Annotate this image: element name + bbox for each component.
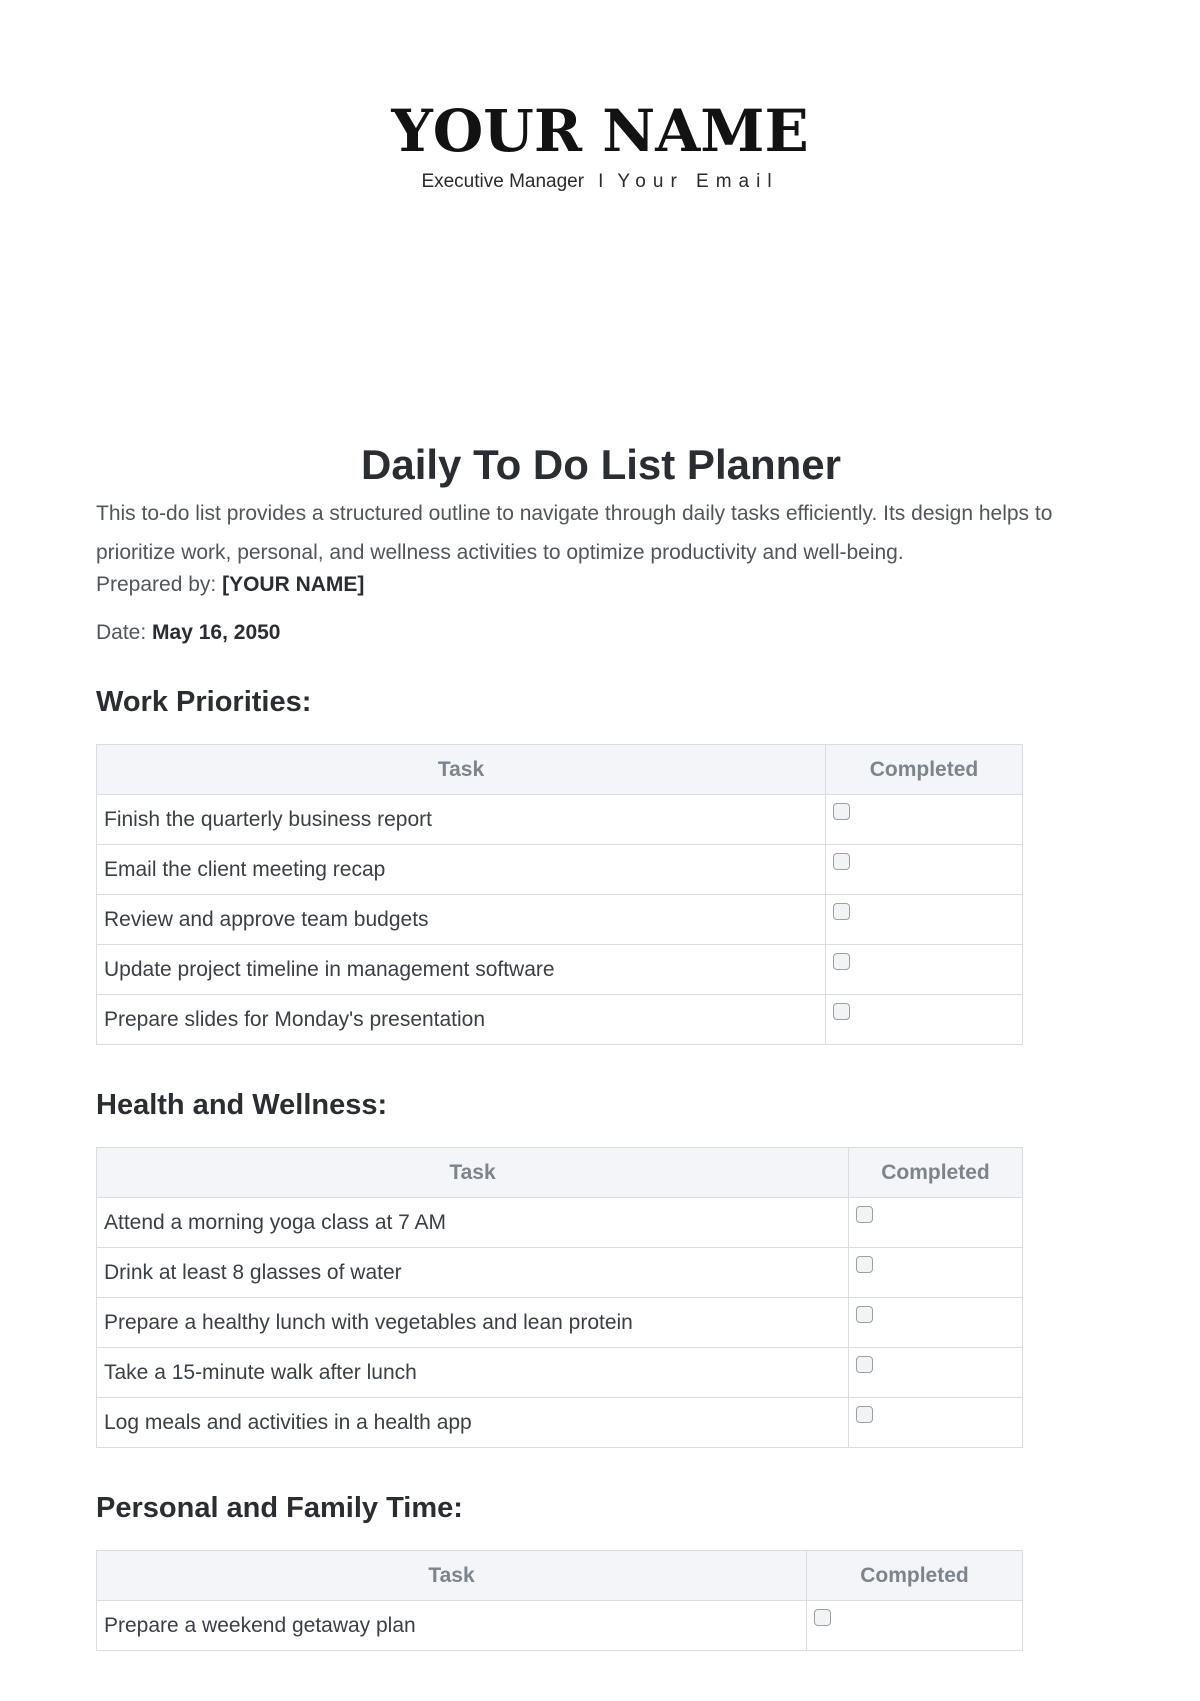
completed-checkbox[interactable] [833, 903, 850, 920]
personal-tasks-table [96, 1550, 1023, 1651]
table-row [97, 1601, 1023, 1651]
prepared-by-label: Prepared by: [96, 573, 217, 596]
completed-checkbox[interactable] [856, 1406, 873, 1423]
task-cell: Drink at least 8 glasses of water [97, 1248, 849, 1298]
section-title-personal: Personal and Family Time: [96, 1492, 463, 1524]
letterhead [0, 96, 1200, 194]
completed-cell [826, 895, 1023, 945]
table-header-row [97, 1148, 1023, 1198]
table-row [97, 1348, 1023, 1398]
table-header-row [97, 745, 1023, 795]
completed-cell [849, 1298, 1023, 1348]
table-row [97, 1248, 1023, 1298]
column-header-task: Task [97, 1551, 807, 1601]
subtitle-separator: I [598, 171, 604, 192]
document-body [96, 440, 1106, 1651]
completed-cell [849, 1198, 1023, 1248]
table-row [97, 895, 1023, 945]
completed-checkbox[interactable] [856, 1206, 873, 1223]
table-header-row [97, 1551, 1023, 1601]
author-role: Executive Manager [421, 171, 585, 192]
completed-checkbox[interactable] [833, 853, 850, 870]
completed-checkbox[interactable] [833, 1003, 850, 1020]
table-row [97, 1198, 1023, 1248]
column-header-completed: Completed [807, 1551, 1023, 1601]
completed-cell [849, 1398, 1023, 1448]
column-header-task: Task [97, 745, 826, 795]
task-cell: Prepare a healthy lunch with vegetables and lean protein [97, 1298, 849, 1348]
completed-checkbox[interactable] [856, 1256, 873, 1273]
column-header-completed: Completed [849, 1148, 1023, 1198]
column-header-task: Task [97, 1148, 849, 1198]
completed-cell [826, 945, 1023, 995]
author-email: Your Email [617, 171, 779, 192]
table-row [97, 945, 1023, 995]
task-cell: Email the client meeting recap [97, 845, 826, 895]
task-cell: Attend a morning yoga class at 7 AM [97, 1198, 849, 1248]
table-row [97, 845, 1023, 895]
health-tasks-table [96, 1147, 1023, 1448]
completed-cell [826, 995, 1023, 1045]
completed-cell [849, 1348, 1023, 1398]
document-title: Daily To Do List Planner [361, 441, 841, 488]
prepared-by-value: [YOUR NAME] [222, 573, 365, 596]
task-cell: Prepare slides for Monday's presentation [97, 995, 826, 1045]
task-cell: Review and approve team budgets [97, 895, 826, 945]
work-tasks-table [96, 744, 1023, 1045]
completed-cell [826, 795, 1023, 845]
date-value: May 16, 2050 [152, 621, 281, 644]
prepared-by [96, 572, 1106, 598]
section-title-work: Work Priorities: [96, 686, 312, 718]
column-header-completed: Completed [826, 745, 1023, 795]
completed-cell [849, 1248, 1023, 1298]
task-cell: Prepare a weekend getaway plan [97, 1601, 807, 1651]
completed-checkbox[interactable] [833, 953, 850, 970]
author-subtitle [0, 170, 1200, 194]
section-title-health: Health and Wellness: [96, 1089, 388, 1121]
task-cell: Update project timeline in management software [97, 945, 826, 995]
table-row [97, 1298, 1023, 1348]
document-date [96, 620, 1106, 646]
completed-checkbox[interactable] [856, 1306, 873, 1323]
completed-checkbox[interactable] [856, 1356, 873, 1373]
table-row [97, 1398, 1023, 1448]
task-cell: Finish the quarterly business report [97, 795, 826, 845]
date-label: Date: [96, 621, 147, 644]
completed-cell [807, 1601, 1023, 1651]
completed-cell [826, 845, 1023, 895]
table-row [97, 795, 1023, 845]
task-cell: Log meals and activities in a health app [97, 1398, 849, 1448]
table-row [97, 995, 1023, 1045]
completed-checkbox[interactable] [833, 803, 850, 820]
task-cell: Take a 15-minute walk after lunch [97, 1348, 849, 1398]
completed-checkbox[interactable] [814, 1609, 831, 1626]
author-name: YOUR NAME [391, 97, 809, 165]
intro-paragraph: This to-do list provides a structured outline to navigate through daily tasks efficiently. Its design helps to prioritize work, personal, and wellness activities to optimize productivity and well-being. [96, 502, 1053, 564]
